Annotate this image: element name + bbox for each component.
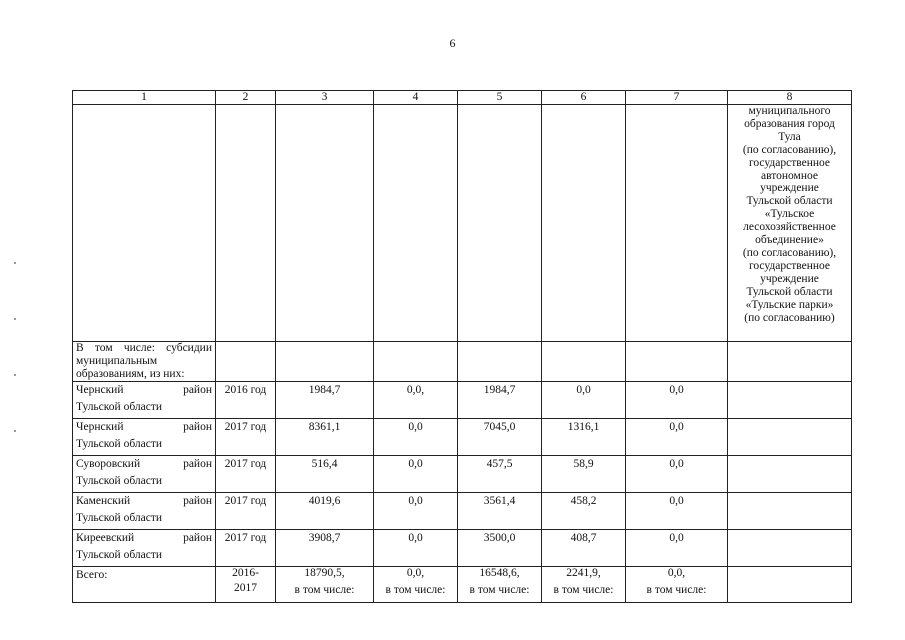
table-row xyxy=(73,419,852,456)
executors-cell: муниципального образования город Тула (по согласованию), государственное автономное учреждение Тульской области «Тульское лесохозяйственное объединение» (по согласованию), государственное учреждение Тульской области «Тульские парки» (по согласованию) xyxy=(728,105,852,342)
value-col4: 0,0 xyxy=(374,419,458,456)
district-name: Киреевский район Тульской области xyxy=(73,530,216,567)
value-col7: 0,0 xyxy=(626,530,728,567)
value-col4: 0,0 xyxy=(374,456,458,493)
table-row xyxy=(73,493,852,530)
year-cell: 2017 год xyxy=(216,530,276,567)
page-number: 6 xyxy=(449,36,456,50)
col-header: 5 xyxy=(458,91,542,105)
table-row xyxy=(73,456,852,493)
scan-dot xyxy=(14,262,16,264)
value-col3: 516,4 xyxy=(276,456,374,493)
total-col6: 2241,9, в том числе: xyxy=(542,567,626,603)
total-label: Всего: xyxy=(73,567,216,603)
col-header: 1 xyxy=(73,91,216,105)
district-name: Чернский район Тульской области xyxy=(73,382,216,419)
value-col4: 0,0 xyxy=(374,530,458,567)
value-col5: 3561,4 xyxy=(458,493,542,530)
total-row xyxy=(73,567,852,603)
total-col5: 16548,6, в том числе: xyxy=(458,567,542,603)
year-cell: 2016 год xyxy=(216,382,276,419)
value-col6: 0,0 xyxy=(542,382,626,419)
value-col6: 458,2 xyxy=(542,493,626,530)
value-col6: 408,7 xyxy=(542,530,626,567)
column-number-row xyxy=(73,91,852,105)
value-col4: 0,0, xyxy=(374,382,458,419)
total-period: 2016- 2017 xyxy=(216,567,276,603)
value-col7: 0,0 xyxy=(626,419,728,456)
value-col7: 0,0 xyxy=(626,493,728,530)
year-cell: 2017 год xyxy=(216,493,276,530)
value-col5: 457,5 xyxy=(458,456,542,493)
value-col7: 0,0 xyxy=(626,382,728,419)
col-header: 6 xyxy=(542,91,626,105)
table-row xyxy=(73,530,852,567)
continued-row xyxy=(73,105,852,342)
value-col4: 0,0 xyxy=(374,493,458,530)
col-header: 2 xyxy=(216,91,276,105)
data-table xyxy=(72,90,852,603)
table-row xyxy=(73,382,852,419)
scan-dot xyxy=(14,318,16,320)
district-name: Суворовский район Тульской области xyxy=(73,456,216,493)
col-header: 3 xyxy=(276,91,374,105)
year-cell: 2017 год xyxy=(216,419,276,456)
value-col3: 4019,6 xyxy=(276,493,374,530)
value-col5: 3500,0 xyxy=(458,530,542,567)
value-col5: 1984,7 xyxy=(458,382,542,419)
value-col5: 7045,0 xyxy=(458,419,542,456)
value-col3: 1984,7 xyxy=(276,382,374,419)
district-name: Чернский район Тульской области xyxy=(73,419,216,456)
total-col7: 0,0, в том числе: xyxy=(626,567,728,603)
col-header: 7 xyxy=(626,91,728,105)
scan-dot xyxy=(14,374,16,376)
subsidy-header-cell: В том числе: субсидии муниципальным образованиям, из них: xyxy=(73,342,216,382)
subsidy-header-row xyxy=(73,342,852,382)
year-cell: 2017 год xyxy=(216,456,276,493)
value-col7: 0,0 xyxy=(626,456,728,493)
col-header: 8 xyxy=(728,91,852,105)
district-name: Каменский район Тульской области xyxy=(73,493,216,530)
col-header: 4 xyxy=(374,91,458,105)
scan-dot xyxy=(14,430,16,432)
value-col3: 8361,1 xyxy=(276,419,374,456)
value-col3: 3908,7 xyxy=(276,530,374,567)
total-col3: 18790,5, в том числе: xyxy=(276,567,374,603)
value-col6: 1316,1 xyxy=(542,419,626,456)
value-col6: 58,9 xyxy=(542,456,626,493)
total-col4: 0,0, в том числе: xyxy=(374,567,458,603)
